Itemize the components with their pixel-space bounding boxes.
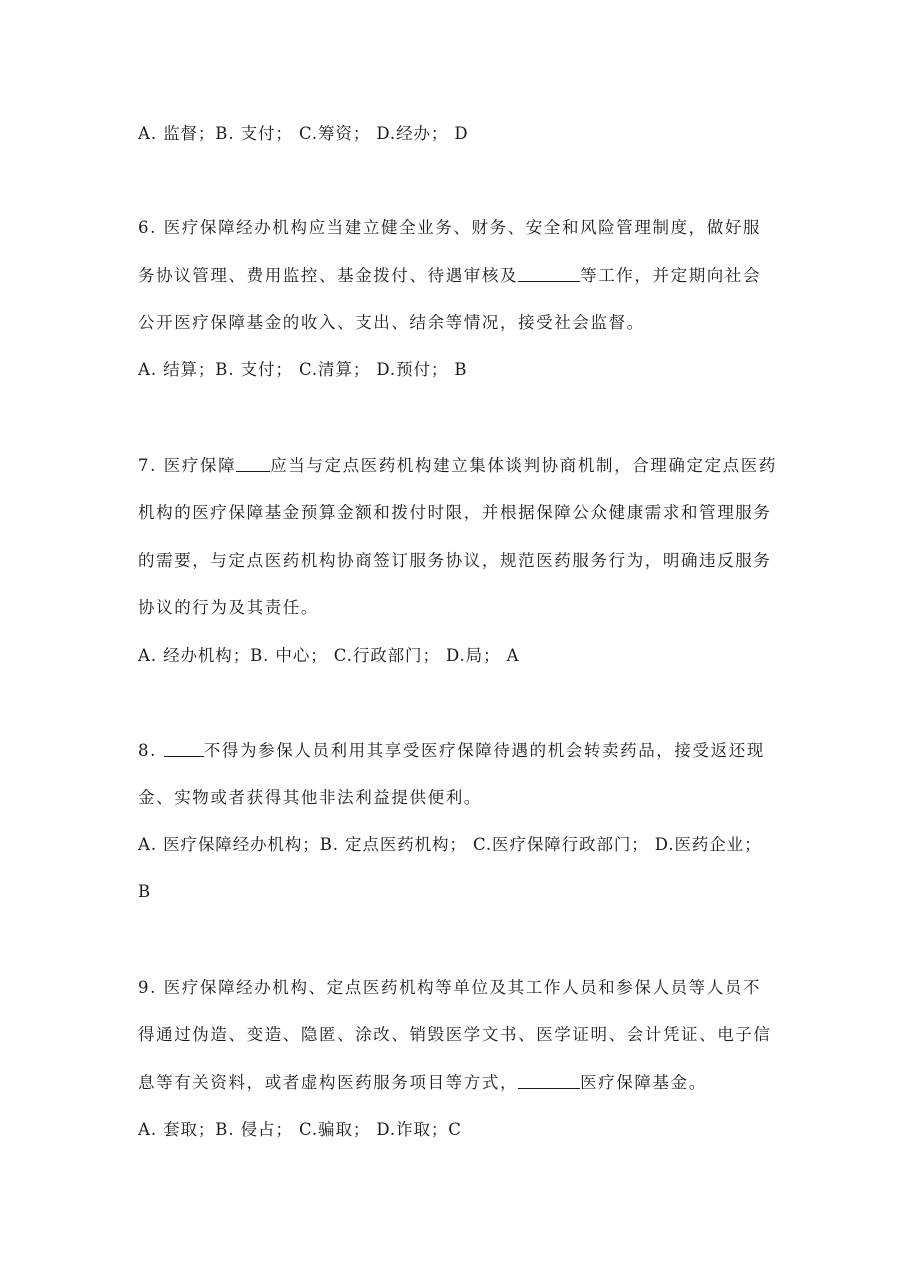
q9-line-3-text-b: 医疗保障基金。	[580, 1073, 707, 1092]
q8-line-1-text-a: 8.	[138, 741, 164, 760]
q6-options: A. 结算；B. 支付； C.清算； D.预付； B	[138, 360, 468, 379]
q6-line-3: 公开医疗保障基金的收入、支出、结余等情况，接受社会监督。	[138, 313, 645, 332]
q7-answer-blank	[236, 455, 270, 472]
q7-line-1-text-a: 7. 医疗保障	[138, 456, 237, 475]
q5-options: A. 监督；B. 支付； C.筹资； D.经办； D	[138, 124, 469, 143]
q8-answer: B	[138, 882, 152, 901]
q7-line-4: 协议的行为及其责任。	[138, 598, 319, 617]
q9-line-2: 得通过伪造、变造、隐匿、涂改、销毁医学文书、医学证明、会计凭证、电子信	[138, 1025, 772, 1044]
q7-options: A. 经办机构；B. 中心； C.行政部门； D.局； A	[138, 646, 520, 665]
q7-line-1-text-b: 应当与定点医药机构建立集体谈判协商机制，合理确定定点医药	[270, 456, 777, 475]
q8-line-1-text-b: 不得为参保人员利用其享受医疗保障待遇的机会转卖药品，接受返还现	[203, 741, 765, 760]
q9-options: A. 套取；B. 侵占； C.骗取； D.诈取；C	[138, 1120, 462, 1139]
q8-answer-blank	[164, 740, 204, 757]
q6-line-2-text-b: 等工作，并定期向社会	[580, 266, 762, 285]
q6-line-1: 6. 医疗保障经办机构应当建立健全业务、财务、安全和风险管理制度，做好服	[138, 218, 762, 237]
q6-answer-blank	[518, 265, 580, 282]
q9-line-1: 9. 医疗保障经办机构、定点医药机构等单位及其工作人员和参保人员等人员不	[138, 978, 762, 997]
q7-line-3: 的需要，与定点医药机构协商签订服务协议，规范医药服务行为，明确违反服务	[138, 551, 772, 570]
q7-line-1	[138, 454, 778, 478]
q9-answer-blank	[518, 1072, 580, 1089]
q6-line-2	[138, 264, 778, 288]
q8-line-1	[138, 739, 778, 763]
q9-line-3	[138, 1071, 778, 1095]
q7-line-2: 机构的医疗保障基金预算金额和拨付时限，并根据保障公众健康需求和管理服务	[138, 503, 772, 522]
q8-line-2: 金、实物或者获得其他非法利益提供便利。	[138, 788, 482, 807]
q6-line-2-text-a: 务协议管理、费用监控、基金拨付、待遇审核及	[138, 266, 519, 285]
q8-options: A. 医疗保障经办机构；B. 定点医药机构； C.医疗保障行政部门； D.医药企业；	[138, 835, 762, 854]
q9-line-3-text-a: 息等有关资料，或者虚构医药服务项目等方式，	[138, 1073, 519, 1092]
